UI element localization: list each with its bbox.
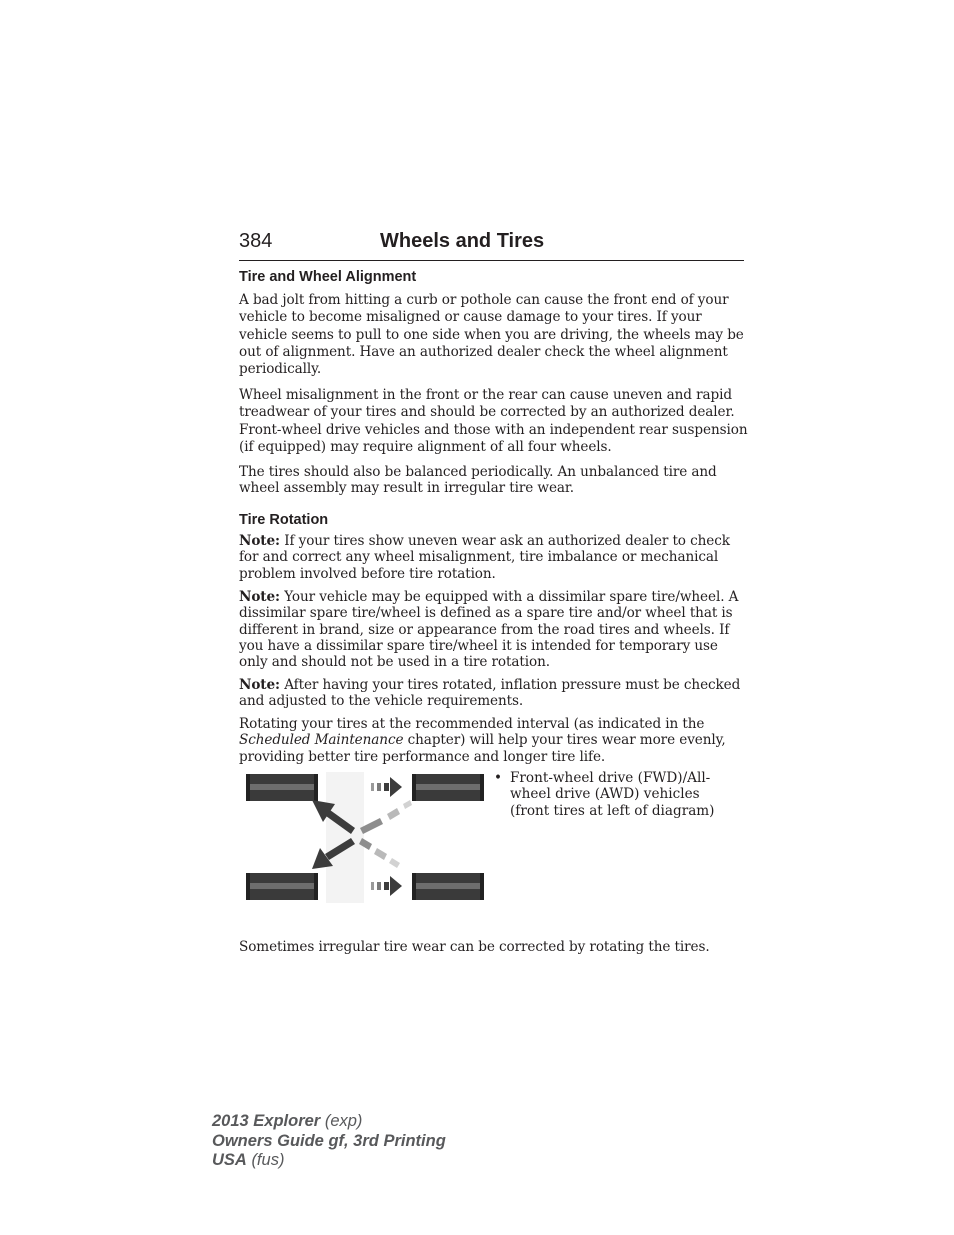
footer-line-1 [212,1112,446,1132]
note-2-text: Your vehicle may be equipped with a dissimilar spare tire/wheel. A dissimilar spare tire/wheel is defined as a spare tire and/or wheel that is different in brand, size or appearance from the road tires and wheels. If you have a dissimilar spare tire/wheel it is intended for temporary use only and should not be used in a tire rotation. [239,589,739,671]
closing-paragraph: Sometimes irregular tire wear can be corrected by rotating the tires. [239,939,710,955]
note-1-text: If your tires show uneven wear ask an authorized dealer to check for and correct any wheel misalignment, tire imbalance or mechanical problem involved before tire rotation. [239,533,730,582]
arrow-top-right-icon [371,777,402,797]
arrow-dashed-diagonal-down-icon [359,838,400,868]
note-3 [239,677,749,710]
note-label: Note: [239,589,280,605]
page-header [239,229,744,261]
footer-market-code: (fus) [251,1151,285,1169]
footer-market: USA [212,1151,247,1169]
footer-model-code: (exp) [324,1112,363,1130]
scheduled-maintenance-reference: Scheduled Maintenance [239,732,404,749]
bullet-text: Front-wheel drive (FWD)/All-wheel drive (AWD) vehicles (front tires at left of diagram) [510,770,715,819]
bullet-point-icon: • [494,770,503,786]
page-number: 384 [239,230,273,252]
note-1 [239,533,749,582]
page-title: Wheels and Tires [380,230,545,252]
note-label: Note: [239,677,280,693]
tire-front-right-icon [412,774,484,801]
tire-rotation-diagram [240,770,490,905]
alignment-paragraph-3: The tires should also be balanced periodically. An unbalanced tire and wheel assembly may result in irregular tire wear. [239,464,717,497]
rotation-text-after: chapter) will help your tires wear more evenly, providing better tire performance and longer tire life. [239,732,726,765]
footer-line-2 [212,1132,446,1152]
heading-tire-rotation: Tire Rotation [239,512,329,528]
note-2 [239,589,749,670]
diagram-center-panel [326,772,364,903]
arrow-bottom-right-icon [371,876,402,896]
footer-line-3 [212,1151,446,1171]
footer-model: 2013 Explorer [212,1112,321,1130]
tire-rear-left-icon [246,873,318,900]
tire-rotation-diagram-svg [240,770,490,905]
rotation-paragraph [239,716,749,765]
tire-front-left-icon [246,774,318,801]
heading-tire-wheel-alignment: Tire and Wheel Alignment [239,269,417,285]
note-label: Note: [239,533,280,549]
alignment-paragraph-2: Wheel misalignment in the front or the rear can cause uneven and rapid treadwear of your tires and should be corrected by an authorized dealer. Front-wheel drive vehicles and those with an independent rear suspension (if equipped) may require alignment of all four wheels. [239,387,748,455]
rotation-text-before: Rotating your tires at the recommended interval (as indicated in the [239,716,705,732]
footer-guide: Owners Guide gf, 3rd Printing [212,1131,446,1150]
alignment-paragraph-1: A bad jolt from hitting a curb or pothole can cause the front end of your vehicle to become misaligned or cause damage to your tires. If your vehicle seems to pull to one side when you are driving, the wheels may be out of alignment. Have an authorized dealer check the wheel alignment periodically. [239,292,744,378]
tire-rear-right-icon [412,873,484,900]
note-3-text: After having your tires rotated, inflation pressure must be checked and adjusted to the vehicle requirements. [239,677,741,710]
arrow-dashed-diagonal-up-icon [360,800,412,834]
document-footer [212,1112,446,1171]
